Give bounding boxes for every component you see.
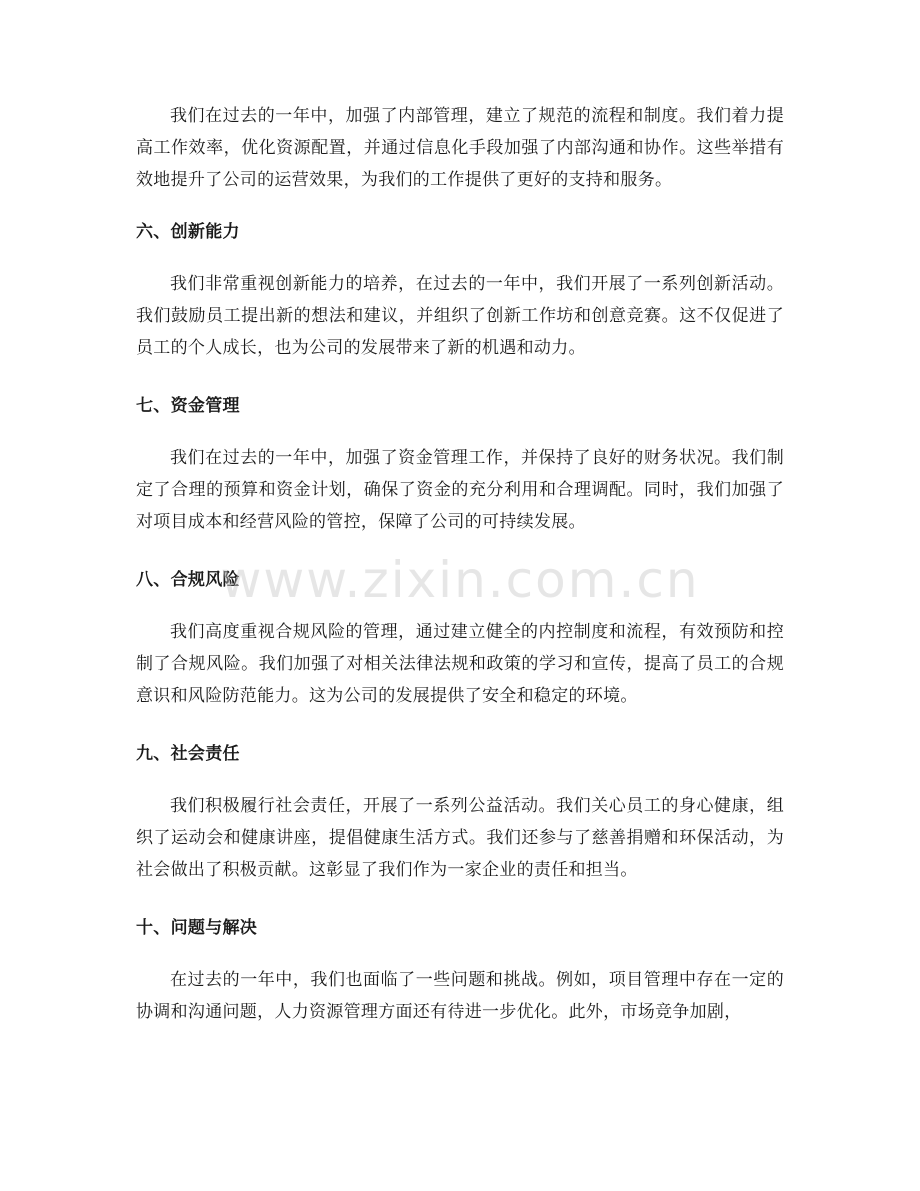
section-paragraph-funds: 我们在过去的一年中，加强了资金管理工作，并保持了良好的财务状况。我们制定了合理的预算和资金计划，确保了资金的充分利用和合理调配。同时，我们加强了对项目成本和经营风险的管控，保障了公司的可持续发展。 (136, 448, 784, 532)
section-heading-innovation: 六、创新能力 (136, 222, 240, 242)
section-heading-funds: 七、资金管理 (136, 396, 240, 416)
section-paragraph-innovation: 我们非常重视创新能力的培养，在过去的一年中，我们开展了一系列创新活动。我们鼓励员工提出新的想法和建议，并组织了创新工作坊和创意竞赛。这不仅促进了员工的个人成长，也为公司的发展带来了新的机遇和动力。 (136, 274, 784, 358)
document-body (136, 100, 784, 1028)
section-heading-compliance: 八、合规风险 (136, 570, 240, 590)
intro-paragraph: 我们在过去的一年中，加强了内部管理，建立了规范的流程和制度。我们着力提高工作效率，优化资源配置，并通过信息化手段加强了内部沟通和协作。这些举措有效地提升了公司的运营效果，为我们的工作提供了更好的支持和服务。 (136, 106, 784, 190)
section-heading-issues: 十、问题与解决 (136, 918, 258, 938)
section-paragraph-compliance: 我们高度重视合规风险的管理，通过建立健全的内控制度和流程，有效预防和控制了合规风险。我们加强了对相关法律法规和政策的学习和宣传，提高了员工的合规意识和风险防范能力。这为公司的发展提供了安全和稳定的环境。 (136, 622, 784, 706)
section-heading-social: 九、社会责任 (136, 744, 240, 764)
section-paragraph-issues: 在过去的一年中，我们也面临了一些问题和挑战。例如，项目管理中存在一定的协调和沟通问题，人力资源管理方面还有待进一步优化。此外，市场竞争加剧， (136, 970, 784, 1022)
site-watermark: www.zixin.com.cn (220, 551, 700, 609)
section-paragraph-social: 我们积极履行社会责任，开展了一系列公益活动。我们关心员工的身心健康，组织了运动会和健康讲座，提倡健康生活方式。我们还参与了慈善捐赠和环保活动，为社会做出了积极贡献。这彰显了我们作为一家企业的责任和担当。 (136, 796, 784, 880)
